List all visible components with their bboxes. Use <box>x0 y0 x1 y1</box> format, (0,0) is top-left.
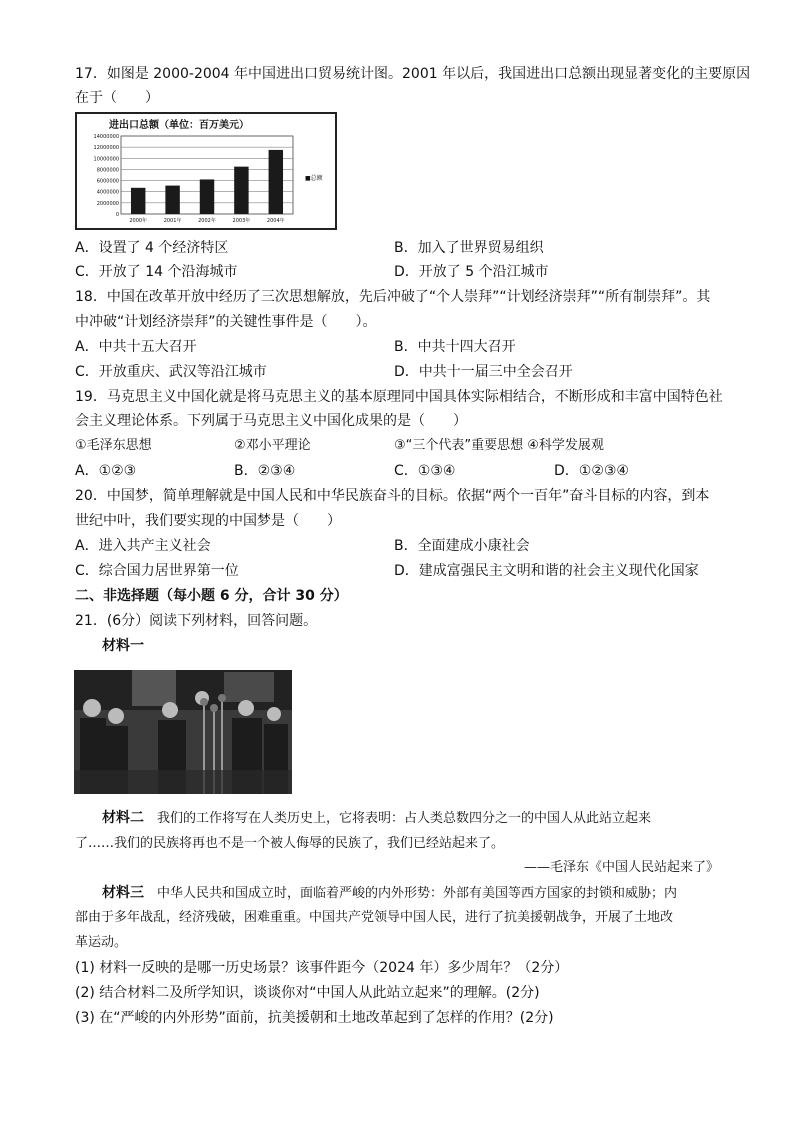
q21-sub-2: (2) 结合材料二及所学知识，谈谈你对“中国人从此站立起来”的理解。(2分) <box>75 985 540 1001</box>
chart-y-tick-label: 10000000 <box>93 156 119 163</box>
chart-x-tick-label: 2001年 <box>163 218 182 224</box>
q17-option-a: A．设置了 4 个经济特区 <box>75 240 229 256</box>
chart-y-tick-label: 12000000 <box>93 145 119 152</box>
q21-sub-3: (3) 在“严峻的内外形势”面前，抗美援朝和土地改革起到了怎样的作用？(2分) <box>75 1010 554 1026</box>
chart-title: 进出口总额（单位：百万美元） <box>109 120 249 131</box>
material-2-label: 材料二 <box>102 810 144 826</box>
q17-option-d: D．开放了 5 个沿江城市 <box>394 264 549 280</box>
material-3-text-3: 革运动。 <box>75 935 128 950</box>
chart-x-tick-label: 2004年 <box>266 218 285 224</box>
q20-option-d: D．建成富强民主文明和谐的社会主义现代化国家 <box>394 563 699 579</box>
q20-option-a: A．进入共产主义社会 <box>75 538 211 554</box>
q17-stem-line1: 17．如图是 2000-2004 年中国进出口贸易统计图。2001 年以后，我国进出口总额出现显著变化的主要原因 <box>75 66 751 82</box>
q20-stem-line1: 20．中国梦，简单理解就是中国人民和中华民族奋斗的目标。依据“两个一百年”奋斗目标的内容，到本 <box>75 488 710 504</box>
chart-y-tick-label: 8000000 <box>96 167 119 174</box>
chart-y-tick-label: 6000000 <box>96 178 119 185</box>
material-1-photo <box>74 670 292 794</box>
chart-x-ticks <box>129 217 284 224</box>
chart-bar <box>131 188 145 214</box>
q17-option-c: C．开放了 14 个沿海城市 <box>75 264 238 280</box>
material-3-line1-wrap <box>102 883 677 904</box>
q18-option-c: C．开放重庆、武汉等沿江城市 <box>75 364 267 380</box>
chart-y-ticks <box>94 134 119 218</box>
material-3-text-1: 中华人民共和国成立时，面临着严峻的内外形势：外部有美国等西方国家的封锁和威胁；内 <box>144 886 678 901</box>
chart-x-tick-label: 2000年 <box>129 218 148 224</box>
ceremony-photo-illustration <box>74 670 292 794</box>
trade-chart-svg <box>77 114 335 228</box>
q19-stem-line1: 19．马克思主义中国化就是将马克思主义的基本原理同中国具体实际相结合，不断形成和丰富中国特色社 <box>75 389 723 405</box>
chart-x-tick-label: 2002年 <box>198 218 216 224</box>
q17-option-b: B．加入了世界贸易组织 <box>394 240 544 256</box>
q19-option-a: A．①②③ <box>75 463 137 479</box>
chart-x-tick-label: 2003年 <box>232 218 251 224</box>
q18-stem-line2: 中冲破“计划经济崇拜”的关键性事件是（ ）。 <box>75 314 377 330</box>
q19-item-3-4: ③“三个代表”重要思想 ④科学发展观 <box>394 438 604 453</box>
trade-chart <box>75 112 337 230</box>
q19-stem-line2: 会主义理论体系。下列属于马克思主义中国化成果的是（ ） <box>75 413 467 429</box>
material-3-text-2: 部由于多年战乱，经济残破，困难重重。中国共产党领导中国人民，进行了抗美援朝战争，开展了土地改 <box>75 910 674 925</box>
chart-y-tick-label: 14000000 <box>93 134 119 140</box>
chart-legend: ■总额 <box>305 175 323 182</box>
material-2-source: ——毛泽东《中国人民站起来了》 <box>523 860 719 875</box>
material-2-line1-wrap <box>102 808 651 829</box>
q19-option-c: C．①③④ <box>394 463 456 479</box>
chart-y-tick-label: 2000000 <box>96 200 119 207</box>
q18-option-a: A．中共十五大召开 <box>75 339 197 355</box>
q20-stem-line2: 世纪中叶，我们要实现的中国梦是（ ） <box>75 513 341 529</box>
chart-y-tick-label: 4000000 <box>96 189 119 196</box>
q18-option-b: B．中共十四大召开 <box>394 339 516 355</box>
chart-bar <box>165 186 179 214</box>
material-2-text-2: 了……我们的民族将再也不是一个被人侮辱的民族了，我们已经站起来了。 <box>75 836 505 851</box>
q21-stem: 21．(6分）阅读下列材料，回答问题。 <box>75 613 318 629</box>
q20-option-c: C．综合国力居世界第一位 <box>75 563 239 579</box>
chart-bar <box>269 150 283 214</box>
chart-bars <box>131 150 283 214</box>
q19-option-d: D．①②③④ <box>554 463 629 479</box>
chart-bar <box>234 167 248 214</box>
q18-option-d: D．中共十一届三中全会召开 <box>394 364 573 380</box>
chart-bar <box>200 179 214 214</box>
chart-y-tick-label: 0 <box>115 212 119 218</box>
section-heading: 二、非选择题（每小题 6 分，合计 30 分） <box>75 588 348 604</box>
material-3-label: 材料三 <box>102 885 144 901</box>
q19-item-2: ②邓小平理论 <box>234 438 311 453</box>
q21-sub-1: (1) 材料一反映的是哪一历史场景？该事件距今（2024 年）多少周年？（2分） <box>75 960 569 976</box>
material-1-label: 材料一 <box>102 638 144 654</box>
q19-option-b: B．②③④ <box>234 463 296 479</box>
q19-item-1: ①毛泽东思想 <box>75 438 152 453</box>
q18-stem-line1: 18．中国在改革开放中经历了三次思想解放，先后冲破了“个人崇拜”“计划经济崇拜”“所有制崇拜”。其 <box>75 289 711 305</box>
q20-option-b: B．全面建成小康社会 <box>394 538 530 554</box>
q17-stem-line2: 在于（ ） <box>75 90 159 106</box>
material-2-text-1: 我们的工作将写在人类历史上，它将表明：占人类总数四分之一的中国人从此站立起来 <box>144 811 652 826</box>
